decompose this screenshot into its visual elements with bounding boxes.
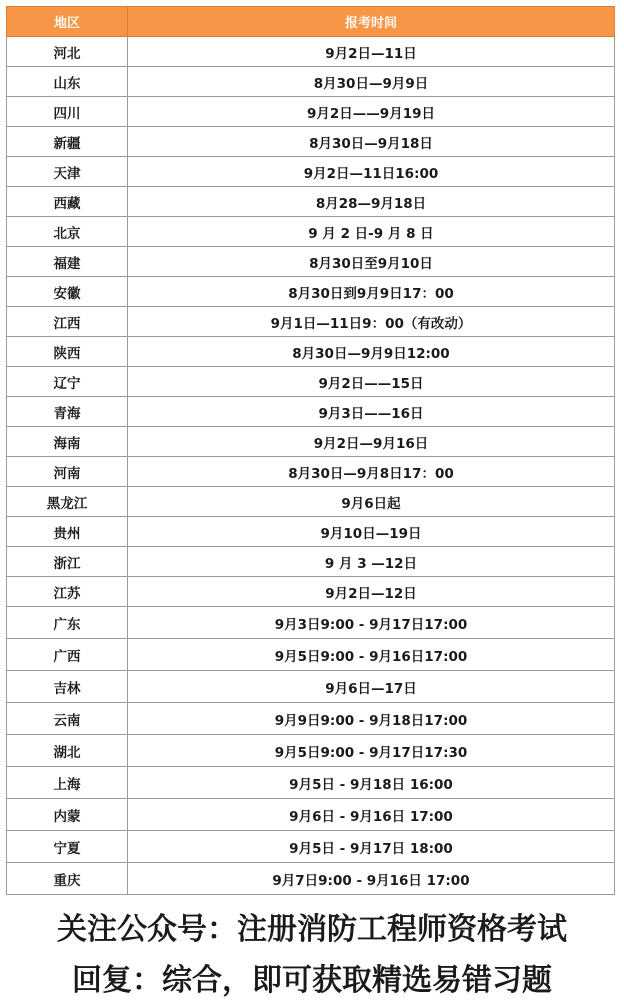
region-cell: 安徽 bbox=[7, 277, 128, 307]
table-row bbox=[7, 703, 615, 735]
table-row bbox=[7, 577, 615, 607]
table-row bbox=[7, 767, 615, 799]
region-cell: 湖北 bbox=[7, 735, 128, 767]
table-row bbox=[7, 457, 615, 487]
table-row bbox=[7, 427, 615, 457]
table-row bbox=[7, 639, 615, 671]
table-row bbox=[7, 127, 615, 157]
region-cell: 辽宁 bbox=[7, 367, 128, 397]
time-cell: 9月5日9:00 - 9月17日17:30 bbox=[128, 735, 615, 767]
table-row bbox=[7, 247, 615, 277]
region-cell: 海南 bbox=[7, 427, 128, 457]
region-cell: 西藏 bbox=[7, 187, 128, 217]
time-cell: 8月30日—9月9日12:00 bbox=[128, 337, 615, 367]
table-row bbox=[7, 97, 615, 127]
table-row bbox=[7, 277, 615, 307]
time-cell: 8月30日—9月18日 bbox=[128, 127, 615, 157]
time-cell: 8月30日—9月9日 bbox=[128, 67, 615, 97]
region-cell: 黑龙江 bbox=[7, 487, 128, 517]
time-cell: 9月9日9:00 - 9月18日17:00 bbox=[128, 703, 615, 735]
table-row bbox=[7, 157, 615, 187]
region-cell: 内蒙 bbox=[7, 799, 128, 831]
header-region: 地区 bbox=[7, 7, 128, 37]
time-cell: 9月1日—11日9：00（有改动） bbox=[128, 307, 615, 337]
region-cell: 云南 bbox=[7, 703, 128, 735]
time-cell: 9月2日—11日16:00 bbox=[128, 157, 615, 187]
region-cell: 山东 bbox=[7, 67, 128, 97]
region-cell: 贵州 bbox=[7, 517, 128, 547]
time-cell: 9月2日——15日 bbox=[128, 367, 615, 397]
region-cell: 江西 bbox=[7, 307, 128, 337]
table-body bbox=[7, 37, 615, 895]
time-cell: 9月2日—12日 bbox=[128, 577, 615, 607]
region-cell: 福建 bbox=[7, 247, 128, 277]
time-cell: 9月2日—11日 bbox=[128, 37, 615, 67]
region-cell: 陕西 bbox=[7, 337, 128, 367]
time-cell: 8月28—9月18日 bbox=[128, 187, 615, 217]
time-cell: 9月6日起 bbox=[128, 487, 615, 517]
table-row bbox=[7, 547, 615, 577]
table-header-row bbox=[7, 7, 615, 37]
region-cell: 北京 bbox=[7, 217, 128, 247]
table-row bbox=[7, 831, 615, 863]
time-cell: 9月6日 - 9月16日 17:00 bbox=[128, 799, 615, 831]
table-row bbox=[7, 799, 615, 831]
table-row bbox=[7, 607, 615, 639]
table-row bbox=[7, 735, 615, 767]
time-cell: 9月5日 - 9月17日 18:00 bbox=[128, 831, 615, 863]
time-cell: 9月5日9:00 - 9月16日17:00 bbox=[128, 639, 615, 671]
header-registration-time: 报考时间 bbox=[128, 7, 615, 37]
table-row bbox=[7, 517, 615, 547]
region-cell: 江苏 bbox=[7, 577, 128, 607]
region-cell: 宁夏 bbox=[7, 831, 128, 863]
region-cell: 四川 bbox=[7, 97, 128, 127]
time-cell: 9月2日—9月16日 bbox=[128, 427, 615, 457]
time-cell: 9月3日9:00 - 9月17日17:00 bbox=[128, 607, 615, 639]
footer-reply-line: 回复：综合，即可获取精选易错习题 bbox=[72, 963, 552, 998]
region-cell: 重庆 bbox=[7, 863, 128, 895]
time-cell: 9月10日—19日 bbox=[128, 517, 615, 547]
region-cell: 浙江 bbox=[7, 547, 128, 577]
table-row bbox=[7, 187, 615, 217]
table-row bbox=[7, 487, 615, 517]
region-cell: 河北 bbox=[7, 37, 128, 67]
region-cell: 吉林 bbox=[7, 671, 128, 703]
footer-follow-line: 关注公众号：注册消防工程师资格考试 bbox=[57, 912, 567, 947]
time-cell: 9月6日—17日 bbox=[128, 671, 615, 703]
region-cell: 青海 bbox=[7, 397, 128, 427]
region-cell: 广东 bbox=[7, 607, 128, 639]
region-cell: 河南 bbox=[7, 457, 128, 487]
time-cell: 9月2日——9月19日 bbox=[128, 97, 615, 127]
table-row bbox=[7, 367, 615, 397]
registration-table-container bbox=[6, 6, 614, 895]
time-cell: 9月3日——16日 bbox=[128, 397, 615, 427]
region-cell: 新疆 bbox=[7, 127, 128, 157]
table-row bbox=[7, 37, 615, 67]
table-row bbox=[7, 397, 615, 427]
region-cell: 广西 bbox=[7, 639, 128, 671]
region-cell: 天津 bbox=[7, 157, 128, 187]
time-cell: 8月30日—9月8日17：00 bbox=[128, 457, 615, 487]
table-row bbox=[7, 863, 615, 895]
table-row bbox=[7, 67, 615, 97]
time-cell: 9 月 2 日-9 月 8 日 bbox=[128, 217, 615, 247]
time-cell: 9月7日9:00 - 9月16日 17:00 bbox=[128, 863, 615, 895]
time-cell: 8月30日到9月9日17：00 bbox=[128, 277, 615, 307]
time-cell: 9月5日 - 9月18日 16:00 bbox=[128, 767, 615, 799]
table-row bbox=[7, 307, 615, 337]
table-row bbox=[7, 217, 615, 247]
time-cell: 8月30日至9月10日 bbox=[128, 247, 615, 277]
table-row bbox=[7, 671, 615, 703]
registration-table bbox=[6, 6, 615, 895]
table-row bbox=[7, 337, 615, 367]
time-cell: 9 月 3 —12日 bbox=[128, 547, 615, 577]
region-cell: 上海 bbox=[7, 767, 128, 799]
